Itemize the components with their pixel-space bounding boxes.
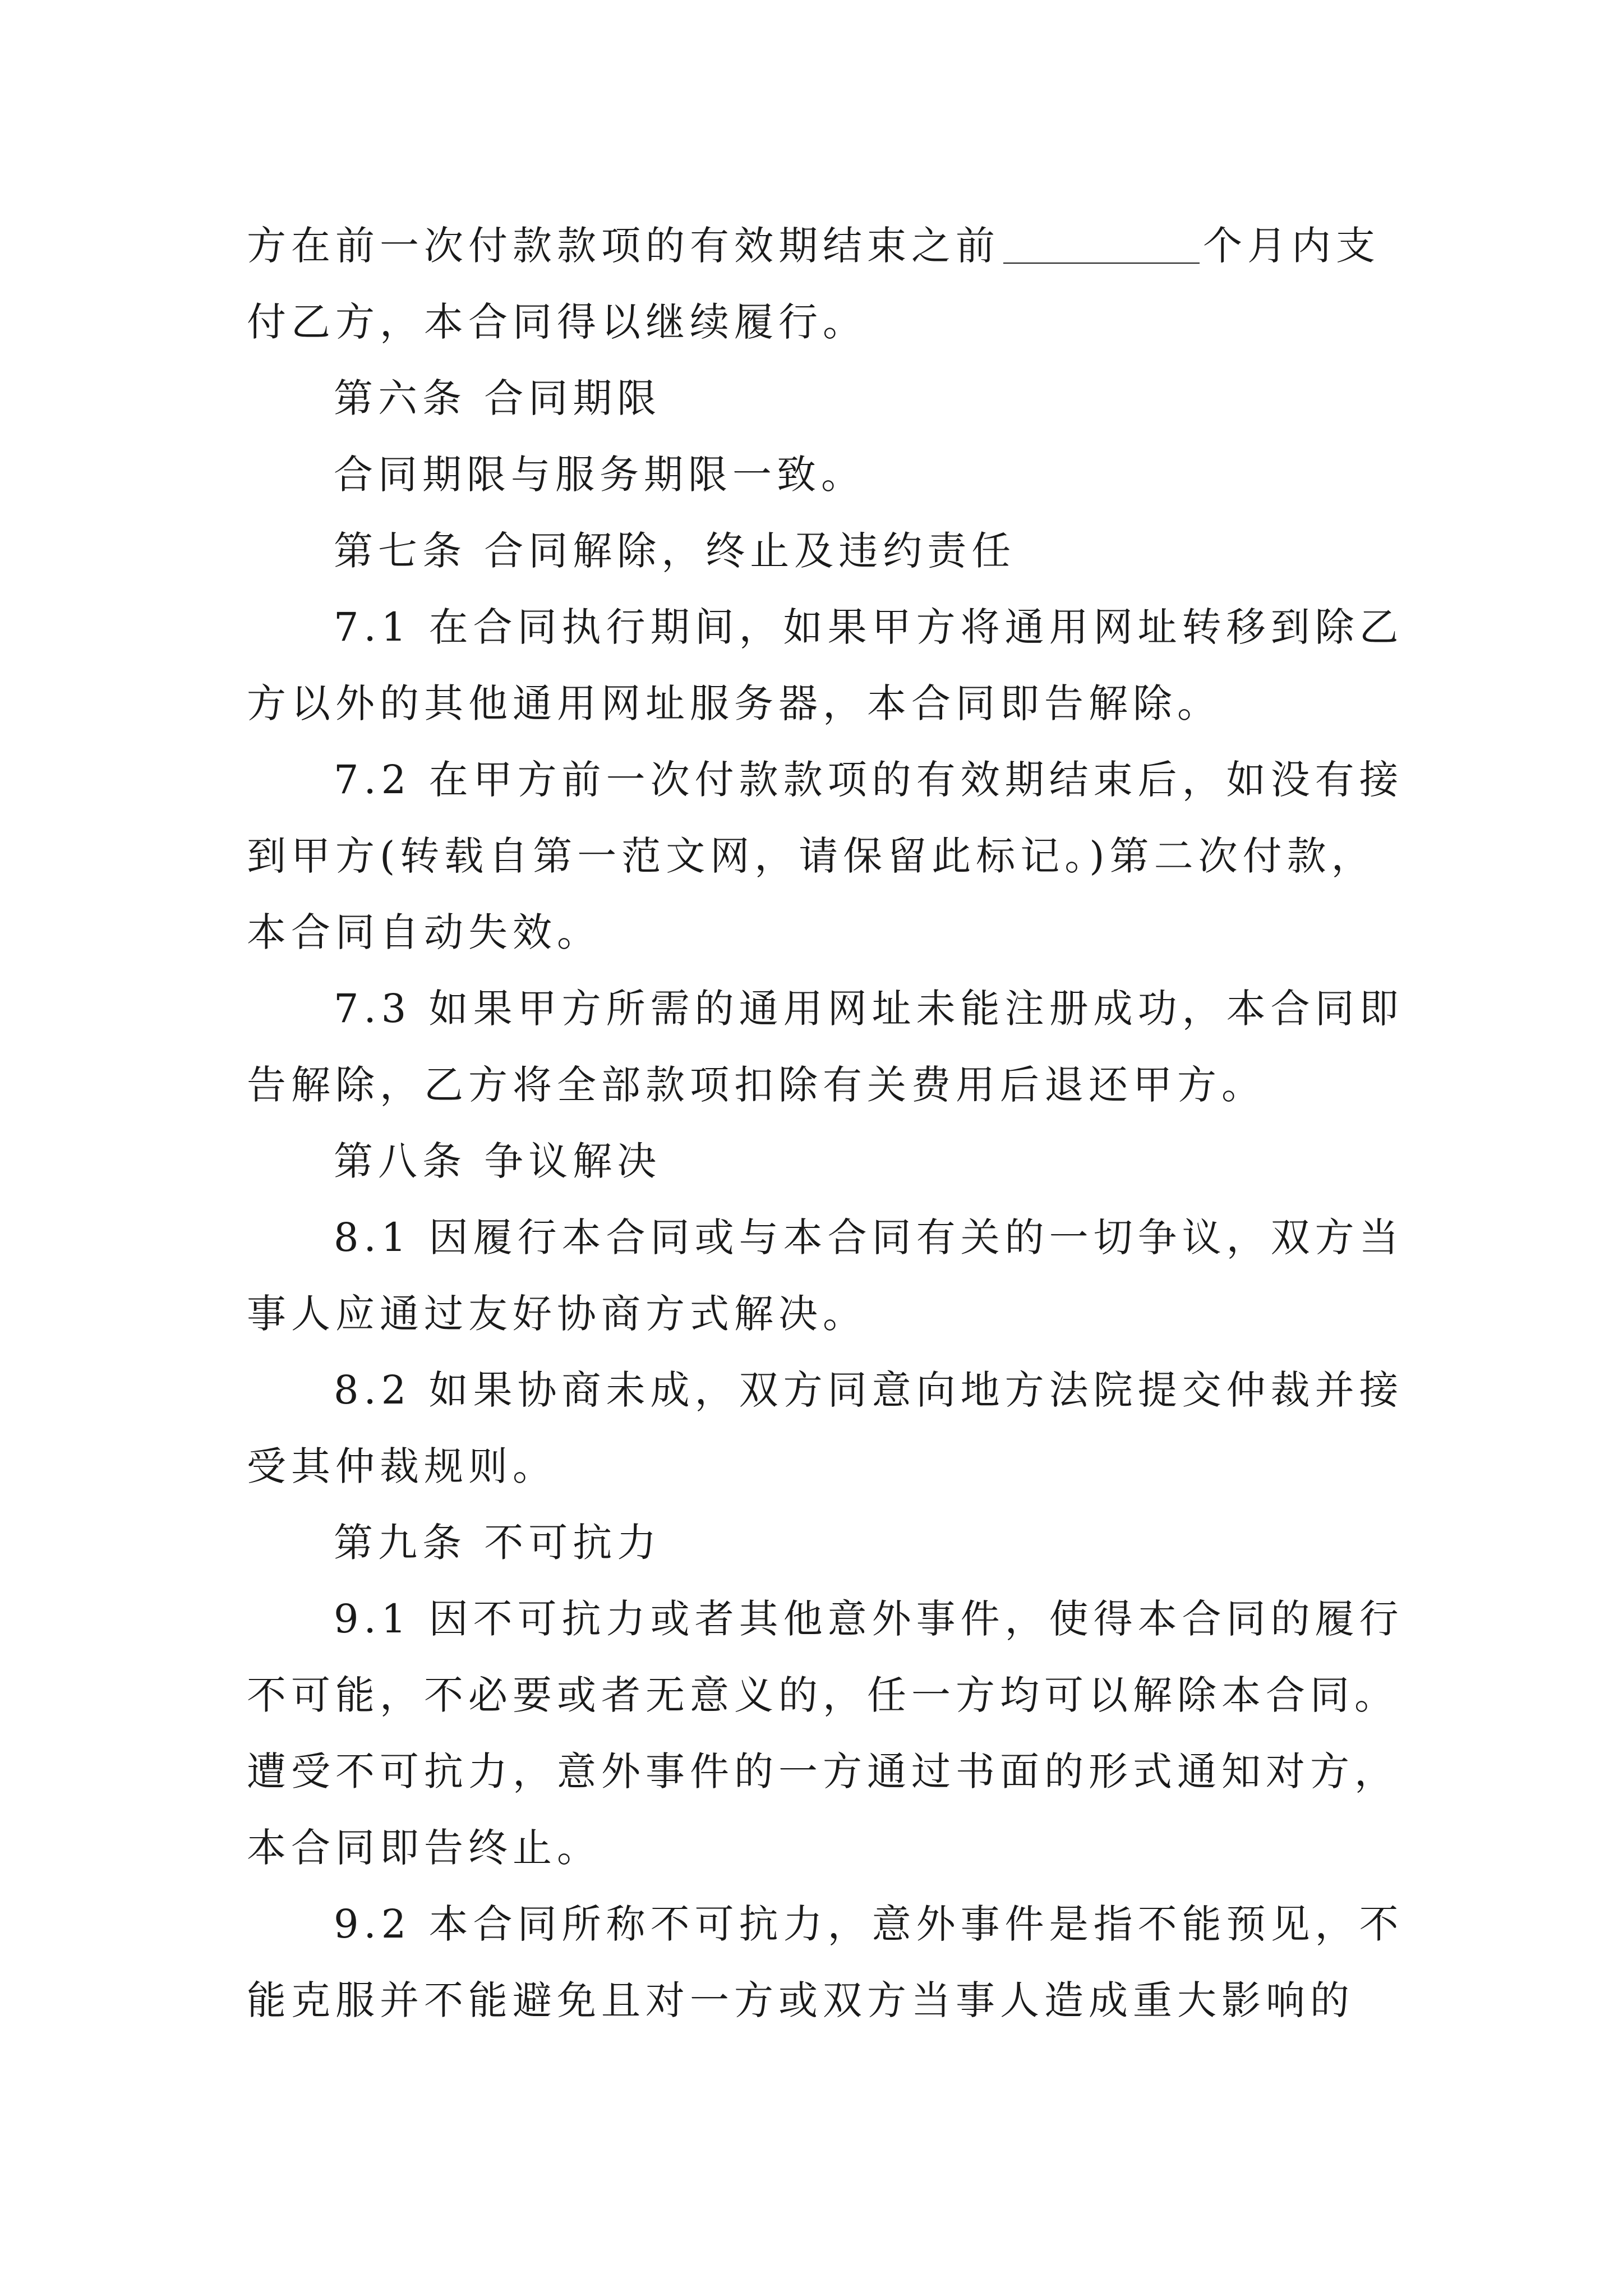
clause-9-2: 9.2 本合同所称不可抗力，意外事件是指不能预见，不 (334, 1901, 1404, 1947)
line-text: 方在前一次付款款项的有效期结束之前 (247, 223, 1000, 269)
paragraph-line: 方以外的其他通用网址服务器，本合同即告解除。 (247, 680, 1221, 726)
line-text: 个月内支 (1203, 223, 1380, 269)
paragraph-line: 事人应通过友好协商方式解决。 (247, 1291, 867, 1337)
paragraph-line: 本合同自动失效。 (247, 909, 601, 955)
paragraph-line: 遭受不可抗力，意外事件的一方通过书面的形式通知对方， (247, 1749, 1399, 1795)
clause-8-2: 8.2 如果协商未成，双方同意向地方法院提交仲裁并接 (334, 1367, 1404, 1413)
article-heading-9: 第九条 不可抗力 (334, 1520, 662, 1566)
clause-8-1: 8.1 因履行本合同或与本合同有关的一切争议，双方当 (334, 1214, 1404, 1260)
clause-7-2: 7.2 在甲方前一次付款款项的有效期结束后，如没有接 (334, 757, 1404, 803)
article-heading-6: 第六条 合同期限 (334, 375, 662, 421)
paragraph-line: 不可能，不必要或者无意义的，任一方均可以解除本合同。 (247, 1672, 1399, 1718)
article-heading-8: 第八条 争议解决 (334, 1138, 662, 1184)
paragraph-line: 受其仲裁规则。 (247, 1443, 557, 1489)
contract-body (247, 208, 1404, 2039)
paragraph-line: 到甲方(转载自第一范文网，请保留此标记。)第二次付款， (247, 833, 1376, 879)
paragraph-line: 告解除，乙方将全部款项扣除有关费用后退还甲方。 (247, 1062, 1266, 1108)
paragraph-line: 本合同即告终止。 (247, 1825, 601, 1871)
paragraph-line: 能克服并不能避免且对一方或双方当事人造成重大影响的 (247, 1977, 1354, 2023)
clause-9-1: 9.1 因不可抗力或者其他意外事件，使得本合同的履行 (334, 1596, 1404, 1642)
article-heading-7: 第七条 合同解除，终止及违约责任 (334, 528, 1016, 574)
clause-7-1: 7.1 在合同执行期间，如果甲方将通用网址转移到除乙 (334, 604, 1404, 650)
fill-in-blank (1003, 223, 1200, 264)
paragraph-line: 合同期限与服务期限一致。 (334, 452, 865, 498)
clause-7-3: 7.3 如果甲方所需的通用网址未能注册成功，本合同即 (334, 986, 1404, 1032)
paragraph-line: 付乙方，本合同得以继续履行。 (247, 299, 867, 345)
paragraph-line (247, 208, 1385, 284)
